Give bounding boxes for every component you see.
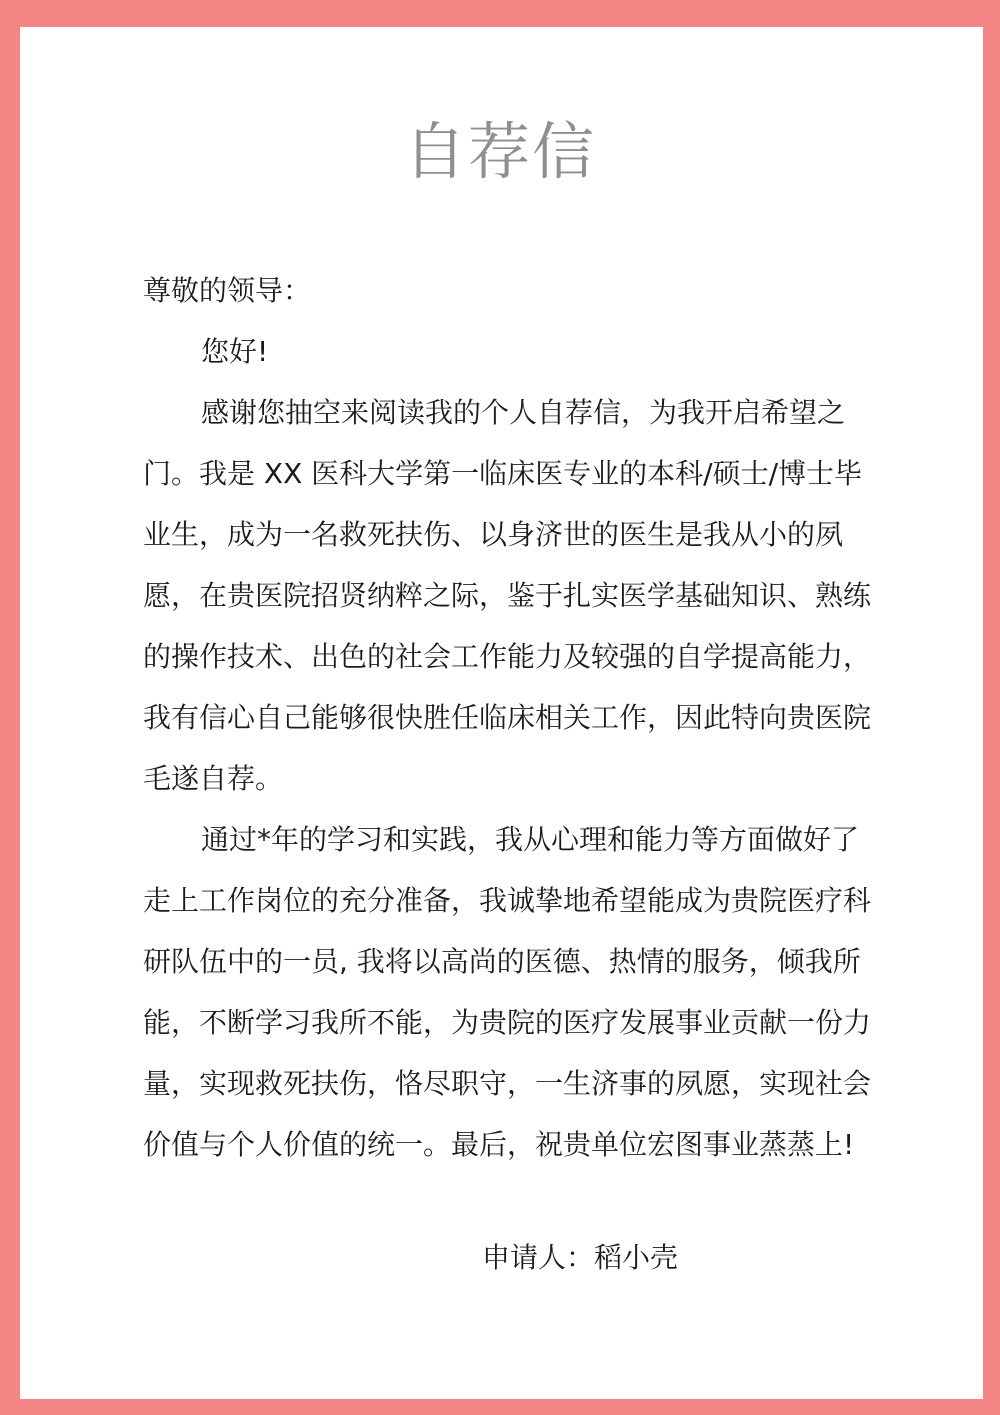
paragraph: 感谢您抽空来阅读我的个人自荐信，为我开启希望之门。我是 XX 医科大学第一临床医专业的本科/硕士/博士毕业生，成为一名救死扶伤、以身济世的医生是我从小的夙愿，在贵医院招贤纳粹之际，鉴于扎实医学基础知识、熟练的操作技术、出色的社会工作能力及较强的自学提高能力，我有信心自己能够很快胜任临床相关工作，因此特向贵医院毛遂自荐。 (143, 396, 872, 795)
signature: 申请人：稻小壳 (482, 1241, 679, 1274)
letter-body (143, 260, 875, 1175)
letter-title: 自荐信 (403, 115, 596, 188)
salutation: 尊敬的领导： (143, 274, 312, 307)
paragraph: 通过*年的学习和实践，我从心理和能力等方面做好了走上工作岗位的充分准备，我诚挚地希望能成为贵院医疗科研队伍中的一员, 我将以高尚的医德、热情的服务，倾我所能，不断学习我所不能，为贵院的医疗发展事业贡献一份力量，实现救死扶伤，恪尽职守，一生济事的夙愿，实现社会价值与个人价值的统一。最后，祝贵单位宏图事业蒸蒸上! (143, 823, 872, 1161)
greeting: 您好! (201, 335, 269, 368)
